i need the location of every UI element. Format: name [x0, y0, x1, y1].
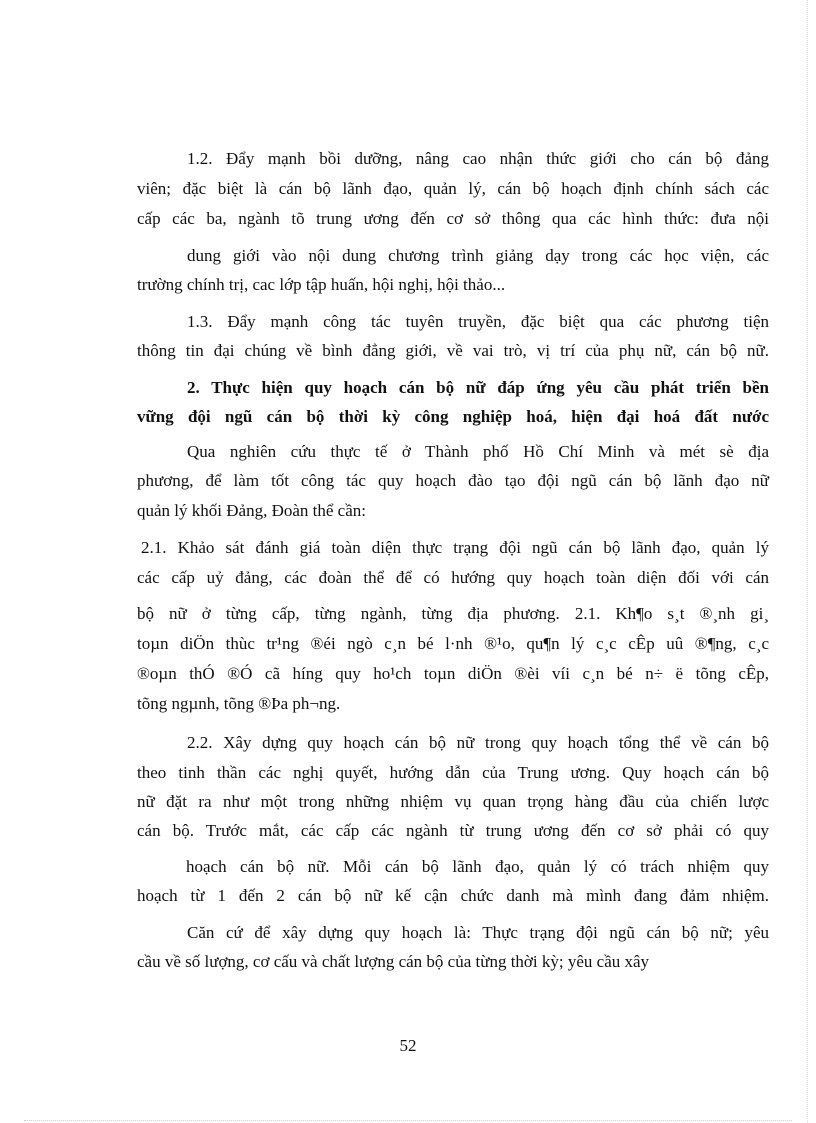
text-line: hoạch từ 1 đến 2 cán bộ nữ kế cận chức danh mà mình đang đảm nhiệm.: [137, 886, 769, 905]
text-line: toµn diÖn thùc tr¹ng ®éi ngò c¸n bé l·nh ®¹o, qu¶n lý c¸c cÊp uû ®¶ng, c¸c: [137, 634, 769, 653]
text-line: 1.2. Đẩy mạnh bồi dưỡng, nâng cao nhận thức giới cho cán bộ đảng: [187, 149, 769, 168]
text-line: 1.3. Đẩy mạnh công tác tuyên truyền, đặc biệt qua các phương tiện: [187, 312, 769, 331]
text-line: hoạch cán bộ nữ. Mỗi cán bộ lãnh đạo, quản lý có trách nhiệm quy: [186, 857, 769, 876]
text-line: bộ nữ ở từng cấp, từng ngành, từng địa phương. 2.1. Kh¶o s¸t ®¸nh gi¸: [137, 604, 769, 623]
page-bottom-divider: [24, 1120, 792, 1121]
text-line: cán bộ. Trước mắt, các cấp các ngành từ trung ương đến cơ sở phải có quy: [137, 821, 769, 840]
text-line: các cấp uỷ đảng, các đoàn thể để có hướng quy hoạch toàn diện đối với cán: [137, 568, 769, 587]
text-line: tõng ngµnh, tõng ®Þa ph¬ng.: [137, 694, 341, 713]
text-line: ®oµn thÓ ®Ó cã híng quy ho¹ch toµn diÖn ®èi víi c¸n bé n÷ ë tõng cÊp,: [137, 664, 769, 683]
text-line: 2.1. Khảo sát đánh giá toàn diện thực trạng đội ngũ cán bộ lãnh đạo, quản lý: [141, 538, 769, 557]
text-line: Căn cứ để xây dựng quy hoạch là: Thực trạng đội ngũ cán bộ nữ; yêu: [187, 923, 769, 942]
text-line: viên; đặc biệt là cán bộ lãnh đạo, quản lý, cán bộ hoạch định chính sách các: [137, 179, 769, 198]
text-line: cấp các ba, ngành tõ trung ương đến cơ sở thông qua các hình thức: đưa nội: [137, 209, 769, 228]
text-line: quản lý khối Đảng, Đoàn thể cần:: [137, 501, 366, 520]
page-right-edge-divider: [807, 0, 808, 1123]
text-line: phương, để làm tốt công tác quy hoạch đào tạo đội ngũ cán bộ lãnh đạo nữ: [137, 471, 769, 490]
text-line: thông tin đại chúng về bình đẳng giới, về vai trò, vị trí của phụ nữ, cán bộ nữ.: [137, 341, 769, 360]
text-line: cầu về số lượng, cơ cấu và chất lượng cán bộ của từng thời kỳ; yêu cầu xây: [137, 952, 650, 971]
text-line: theo tinh thần các nghị quyết, hướng dẫn của Trung ương. Quy hoạch cán bộ: [137, 763, 769, 782]
text-line: nữ đặt ra như một trong những nhiệm vụ quan trọng hàng đầu của chiến lược: [137, 792, 769, 811]
section-heading-line: vững đội ngũ cán bộ thời kỳ công nghiệp hoá, hiện đại hoá đất nước: [137, 407, 769, 426]
page-number: 52: [399, 1036, 417, 1055]
text-line: dung giới vào nội dung chương trình giảng dạy trong các học viện, các: [187, 246, 769, 265]
text-line: trường chính trị, cac lớp tập huấn, hội nghị, hội thảo...: [137, 275, 506, 294]
text-line: Qua nghiên cứu thực tế ở Thành phố Hồ Chí Minh và mét sè địa: [187, 442, 769, 461]
text-line: 2.2. Xây dựng quy hoạch cán bộ nữ trong quy hoạch tổng thể về cán bộ: [187, 733, 769, 752]
section-heading-line: 2. Thực hiện quy hoạch cán bộ nữ đáp ứng yêu cầu phát triển bền: [187, 378, 769, 397]
